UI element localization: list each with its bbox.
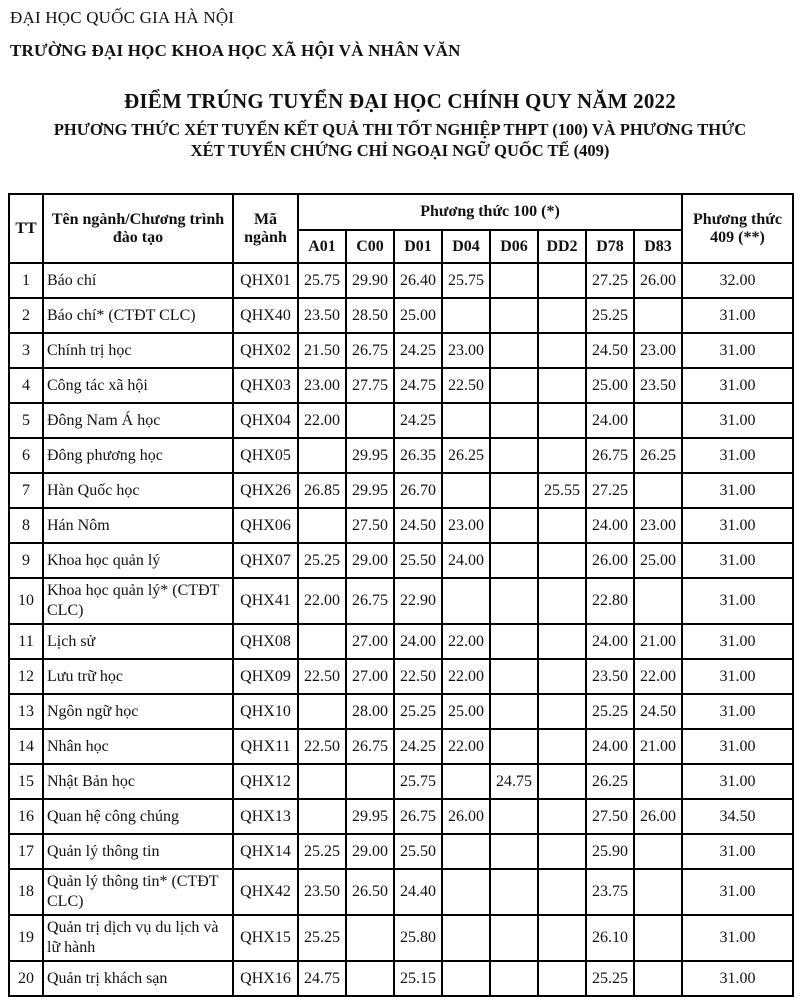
major-name: Khoa học quản lý* (CTĐT CLC) [43, 578, 233, 624]
title-block [8, 89, 792, 161]
score-dd2 [538, 438, 586, 473]
major-name: Nhật Bản học [43, 764, 233, 799]
score-d06 [490, 961, 538, 996]
score-d04 [442, 764, 490, 799]
score-method409: 31.00 [682, 694, 793, 729]
score-d06 [490, 694, 538, 729]
subtitle-line-1: PHƯƠNG THỨC XÉT TUYỂN KẾT QUẢ THI TỐT NGHIỆP THPT (100) VÀ PHƯƠNG THỨC [53, 120, 747, 139]
score-dd2 [538, 834, 586, 869]
score-dd2 [538, 961, 586, 996]
score-method409: 32.00 [682, 263, 793, 298]
score-d01: 25.15 [394, 961, 442, 996]
major-code: QHX04 [233, 403, 298, 438]
score-d83 [634, 298, 682, 333]
score-dd2 [538, 729, 586, 764]
major-code: QHX12 [233, 764, 298, 799]
school-name: TRƯỜNG ĐẠI HỌC KHOA HỌC XÃ HỘI VÀ NHÂN VĂN [10, 41, 461, 60]
score-d01: 22.90 [394, 578, 442, 624]
score-c00: 29.00 [346, 543, 394, 578]
score-method409: 31.00 [682, 915, 793, 961]
major-name: Công tác xã hội [43, 368, 233, 403]
table-row [9, 438, 793, 473]
score-dd2 [538, 368, 586, 403]
score-d01: 25.50 [394, 834, 442, 869]
score-d01: 24.40 [394, 869, 442, 915]
score-d78: 24.00 [586, 729, 634, 764]
score-c00 [346, 764, 394, 799]
score-c00: 26.75 [346, 729, 394, 764]
score-d83: 26.25 [634, 438, 682, 473]
major-name: Lưu trữ học [43, 659, 233, 694]
major-name: Hàn Quốc học [43, 473, 233, 508]
score-d01: 25.80 [394, 915, 442, 961]
major-code: QHX09 [233, 659, 298, 694]
score-d04: 23.00 [442, 333, 490, 368]
score-d06 [490, 799, 538, 834]
score-d06 [490, 659, 538, 694]
score-dd2 [538, 694, 586, 729]
score-c00: 28.50 [346, 298, 394, 333]
score-d06 [490, 298, 538, 333]
row-number: 11 [9, 624, 43, 659]
row-number: 8 [9, 508, 43, 543]
table-row [9, 799, 793, 834]
score-method409: 31.00 [682, 543, 793, 578]
score-d83: 26.00 [634, 263, 682, 298]
score-dd2 [538, 578, 586, 624]
score-a01 [298, 624, 346, 659]
major-code: QHX13 [233, 799, 298, 834]
score-method409: 34.50 [682, 799, 793, 834]
score-d01: 25.00 [394, 298, 442, 333]
col-header-d83: D83 [634, 230, 682, 263]
table-header [9, 194, 793, 263]
score-d04 [442, 834, 490, 869]
score-d83 [634, 834, 682, 869]
score-d01: 24.50 [394, 508, 442, 543]
university-name: ĐẠI HỌC QUỐC GIA HÀ NỘI [10, 8, 235, 27]
score-dd2 [538, 799, 586, 834]
score-d04: 22.00 [442, 624, 490, 659]
major-name: Hán Nôm [43, 508, 233, 543]
table-row [9, 508, 793, 543]
major-code: QHX07 [233, 543, 298, 578]
score-d78: 24.50 [586, 333, 634, 368]
score-d04: 22.00 [442, 659, 490, 694]
score-c00: 29.95 [346, 799, 394, 834]
col-header-dd2: DD2 [538, 230, 586, 263]
col-header-c00: C00 [346, 230, 394, 263]
table-row [9, 764, 793, 799]
major-code: QHX10 [233, 694, 298, 729]
score-d78: 26.10 [586, 915, 634, 961]
score-d83 [634, 915, 682, 961]
score-c00: 26.75 [346, 333, 394, 368]
major-code: QHX40 [233, 298, 298, 333]
score-method409: 31.00 [682, 961, 793, 996]
score-a01: 24.75 [298, 961, 346, 996]
score-d04 [442, 578, 490, 624]
row-number: 15 [9, 764, 43, 799]
score-d06 [490, 729, 538, 764]
score-d01: 22.50 [394, 659, 442, 694]
table-row [9, 543, 793, 578]
score-d01: 25.25 [394, 694, 442, 729]
score-d04: 22.50 [442, 368, 490, 403]
col-header-method409: Phương thức 409 (**) [682, 194, 793, 263]
score-a01: 25.25 [298, 915, 346, 961]
score-d78: 26.25 [586, 764, 634, 799]
score-d83 [634, 473, 682, 508]
major-name: Quan hệ công chúng [43, 799, 233, 834]
score-d01: 24.25 [394, 333, 442, 368]
document-title: ĐIỂM TRÚNG TUYỂN ĐẠI HỌC CHÍNH QUY NĂM 2022 [124, 89, 676, 113]
score-d04 [442, 473, 490, 508]
major-name: Đông Nam Á học [43, 403, 233, 438]
score-d78: 26.00 [586, 543, 634, 578]
row-number: 19 [9, 915, 43, 961]
score-a01 [298, 508, 346, 543]
row-number: 14 [9, 729, 43, 764]
score-c00 [346, 915, 394, 961]
major-name: Báo chí* (CTĐT CLC) [43, 298, 233, 333]
col-header-a01: A01 [298, 230, 346, 263]
table-row [9, 729, 793, 764]
row-number: 3 [9, 333, 43, 368]
table-body [9, 263, 793, 996]
score-d04: 22.00 [442, 729, 490, 764]
score-d06 [490, 543, 538, 578]
score-d01: 24.75 [394, 368, 442, 403]
major-name: Quản trị khách sạn [43, 961, 233, 996]
table-row [9, 298, 793, 333]
score-a01: 21.50 [298, 333, 346, 368]
row-number: 4 [9, 368, 43, 403]
score-d01: 25.75 [394, 764, 442, 799]
score-method409: 31.00 [682, 438, 793, 473]
score-d78: 25.90 [586, 834, 634, 869]
score-method409: 31.00 [682, 368, 793, 403]
table-row [9, 694, 793, 729]
score-d78: 25.25 [586, 694, 634, 729]
score-d01: 26.35 [394, 438, 442, 473]
score-d04: 25.00 [442, 694, 490, 729]
score-d06: 24.75 [490, 764, 538, 799]
major-name: Lịch sử [43, 624, 233, 659]
major-code: QHX15 [233, 915, 298, 961]
score-a01: 22.50 [298, 729, 346, 764]
major-code: QHX06 [233, 508, 298, 543]
score-c00: 27.00 [346, 659, 394, 694]
row-number: 20 [9, 961, 43, 996]
table-row [9, 578, 793, 624]
score-d78: 24.00 [586, 403, 634, 438]
row-number: 9 [9, 543, 43, 578]
score-d78: 27.50 [586, 799, 634, 834]
score-d04 [442, 298, 490, 333]
score-dd2 [538, 333, 586, 368]
row-number: 6 [9, 438, 43, 473]
score-d83: 24.50 [634, 694, 682, 729]
score-d06 [490, 869, 538, 915]
score-d01: 24.25 [394, 403, 442, 438]
major-name: Đông phương học [43, 438, 233, 473]
score-d78: 23.75 [586, 869, 634, 915]
score-dd2 [538, 764, 586, 799]
score-d78: 24.00 [586, 624, 634, 659]
major-code: QHX14 [233, 834, 298, 869]
score-a01: 22.00 [298, 578, 346, 624]
score-d01: 24.25 [394, 729, 442, 764]
score-c00 [346, 961, 394, 996]
row-number: 17 [9, 834, 43, 869]
major-code: QHX05 [233, 438, 298, 473]
major-code: QHX26 [233, 473, 298, 508]
score-d78: 26.75 [586, 438, 634, 473]
score-c00: 29.95 [346, 473, 394, 508]
major-code: QHX02 [233, 333, 298, 368]
score-d06 [490, 578, 538, 624]
table-row [9, 473, 793, 508]
table-row [9, 368, 793, 403]
table-row [9, 834, 793, 869]
score-a01: 23.00 [298, 368, 346, 403]
score-d78: 23.50 [586, 659, 634, 694]
score-method409: 31.00 [682, 578, 793, 624]
score-d78: 25.25 [586, 298, 634, 333]
score-d04: 26.00 [442, 799, 490, 834]
table-row [9, 333, 793, 368]
score-d04 [442, 961, 490, 996]
score-a01: 22.50 [298, 659, 346, 694]
score-a01 [298, 694, 346, 729]
score-d83: 26.00 [634, 799, 682, 834]
score-a01: 25.25 [298, 543, 346, 578]
row-number: 10 [9, 578, 43, 624]
score-d06 [490, 915, 538, 961]
letterhead [8, 8, 792, 61]
major-name: Ngôn ngữ học [43, 694, 233, 729]
row-number: 18 [9, 869, 43, 915]
score-d01: 24.00 [394, 624, 442, 659]
score-method409: 31.00 [682, 508, 793, 543]
score-d04: 23.00 [442, 508, 490, 543]
subtitle-line-2: XÉT TUYỂN CHỨNG CHỈ NGOẠI NGỮ QUỐC TẾ (409) [190, 141, 610, 160]
score-d06 [490, 263, 538, 298]
col-header-tt: TT [9, 194, 43, 263]
score-dd2 [538, 659, 586, 694]
score-a01: 26.85 [298, 473, 346, 508]
admission-scores-table [8, 193, 794, 997]
score-dd2 [538, 915, 586, 961]
score-d01: 26.70 [394, 473, 442, 508]
score-a01: 23.50 [298, 869, 346, 915]
score-dd2 [538, 869, 586, 915]
col-header-d78: D78 [586, 230, 634, 263]
score-method409: 31.00 [682, 298, 793, 333]
score-d83 [634, 764, 682, 799]
score-d06 [490, 624, 538, 659]
row-number: 1 [9, 263, 43, 298]
score-d78: 27.25 [586, 473, 634, 508]
score-a01 [298, 438, 346, 473]
score-d83: 23.00 [634, 333, 682, 368]
row-number: 5 [9, 403, 43, 438]
score-d78: 27.25 [586, 263, 634, 298]
score-d83: 21.00 [634, 624, 682, 659]
score-d78: 24.00 [586, 508, 634, 543]
score-d06 [490, 834, 538, 869]
major-code: QHX16 [233, 961, 298, 996]
col-header-d04: D04 [442, 230, 490, 263]
score-a01 [298, 799, 346, 834]
score-method409: 31.00 [682, 473, 793, 508]
score-a01 [298, 764, 346, 799]
score-d83: 22.00 [634, 659, 682, 694]
score-c00: 29.95 [346, 438, 394, 473]
major-name: Khoa học quản lý [43, 543, 233, 578]
major-code: QHX01 [233, 263, 298, 298]
score-dd2 [538, 543, 586, 578]
score-d06 [490, 438, 538, 473]
score-d04: 24.00 [442, 543, 490, 578]
table-row [9, 263, 793, 298]
score-d83 [634, 869, 682, 915]
score-dd2 [538, 298, 586, 333]
score-d83: 23.00 [634, 508, 682, 543]
major-name: Quản trị dịch vụ du lịch và lữ hành [43, 915, 233, 961]
row-number: 2 [9, 298, 43, 333]
score-method409: 31.00 [682, 403, 793, 438]
col-header-major: Tên ngành/Chương trình đào tạo [43, 194, 233, 263]
score-d83: 25.00 [634, 543, 682, 578]
major-name: Quản lý thông tin [43, 834, 233, 869]
score-dd2 [538, 403, 586, 438]
score-method409: 31.00 [682, 729, 793, 764]
score-d04 [442, 869, 490, 915]
score-method409: 31.00 [682, 333, 793, 368]
table-row [9, 869, 793, 915]
document-subtitle [8, 119, 792, 161]
score-c00: 27.75 [346, 368, 394, 403]
score-d01: 25.50 [394, 543, 442, 578]
score-dd2 [538, 624, 586, 659]
score-d06 [490, 403, 538, 438]
score-c00: 29.90 [346, 263, 394, 298]
score-a01: 22.00 [298, 403, 346, 438]
col-header-code: Mã ngành [233, 194, 298, 263]
major-name: Nhân học [43, 729, 233, 764]
score-d01: 26.75 [394, 799, 442, 834]
score-d04: 25.75 [442, 263, 490, 298]
major-code: QHX41 [233, 578, 298, 624]
score-d04 [442, 403, 490, 438]
score-d04 [442, 915, 490, 961]
major-code: QHX42 [233, 869, 298, 915]
score-method409: 31.00 [682, 659, 793, 694]
score-c00: 27.50 [346, 508, 394, 543]
score-a01: 25.75 [298, 263, 346, 298]
score-d06 [490, 368, 538, 403]
score-d78: 22.80 [586, 578, 634, 624]
score-method409: 31.00 [682, 624, 793, 659]
score-d06 [490, 333, 538, 368]
score-c00 [346, 403, 394, 438]
table-row [9, 403, 793, 438]
major-code: QHX08 [233, 624, 298, 659]
major-code: QHX03 [233, 368, 298, 403]
score-method409: 31.00 [682, 869, 793, 915]
col-header-d06: D06 [490, 230, 538, 263]
major-name: Quản lý thông tin* (CTĐT CLC) [43, 869, 233, 915]
score-method409: 31.00 [682, 834, 793, 869]
score-d06 [490, 473, 538, 508]
table-row [9, 961, 793, 996]
table-row [9, 624, 793, 659]
major-name: Chính trị học [43, 333, 233, 368]
table-row [9, 915, 793, 961]
row-number: 7 [9, 473, 43, 508]
score-a01: 23.50 [298, 298, 346, 333]
row-number: 13 [9, 694, 43, 729]
major-name: Báo chí [43, 263, 233, 298]
table-row [9, 659, 793, 694]
major-code: QHX11 [233, 729, 298, 764]
col-header-method100: Phương thức 100 (*) [298, 194, 682, 230]
score-dd2: 25.55 [538, 473, 586, 508]
score-d04: 26.25 [442, 438, 490, 473]
score-d83 [634, 403, 682, 438]
score-d78: 25.00 [586, 368, 634, 403]
score-d78: 25.25 [586, 961, 634, 996]
score-dd2 [538, 508, 586, 543]
score-d83: 23.50 [634, 368, 682, 403]
score-c00: 27.00 [346, 624, 394, 659]
score-d01: 26.40 [394, 263, 442, 298]
score-c00: 28.00 [346, 694, 394, 729]
score-c00: 26.75 [346, 578, 394, 624]
col-header-d01: D01 [394, 230, 442, 263]
row-number: 16 [9, 799, 43, 834]
score-a01: 25.25 [298, 834, 346, 869]
score-dd2 [538, 263, 586, 298]
score-c00: 29.00 [346, 834, 394, 869]
score-c00: 26.50 [346, 869, 394, 915]
score-d83: 21.00 [634, 729, 682, 764]
score-d83 [634, 961, 682, 996]
score-d06 [490, 508, 538, 543]
score-d83 [634, 578, 682, 624]
row-number: 12 [9, 659, 43, 694]
score-method409: 31.00 [682, 764, 793, 799]
